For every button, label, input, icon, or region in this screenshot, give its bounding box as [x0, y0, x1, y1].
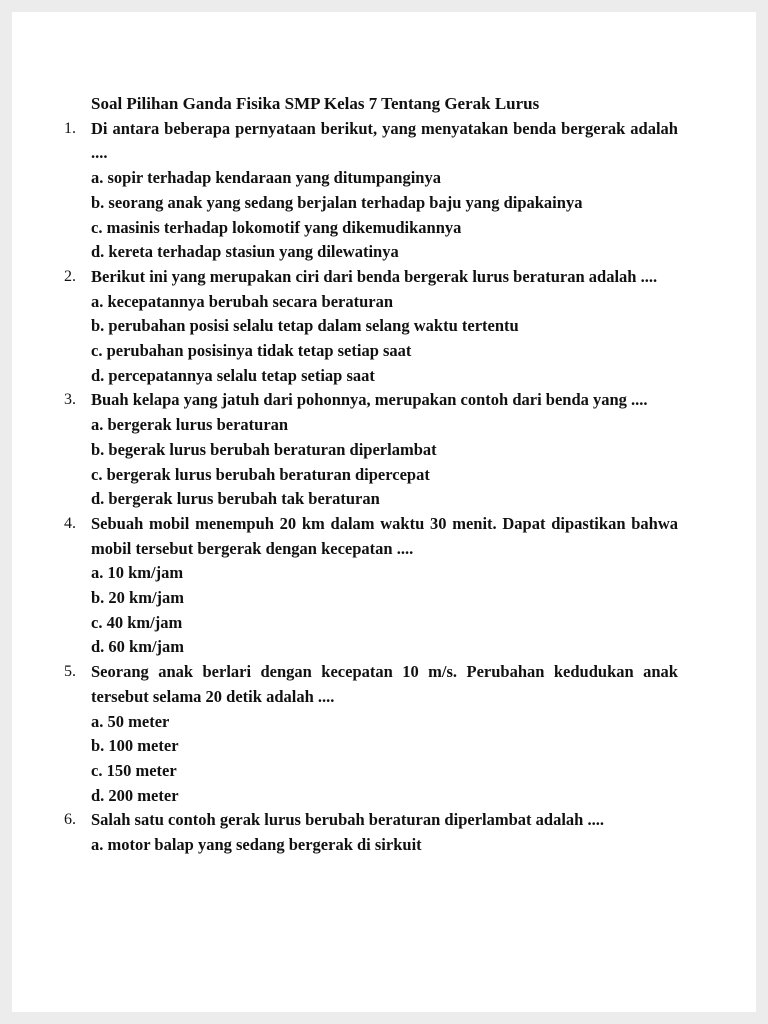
question-body [91, 512, 678, 660]
question-number: 3. [64, 391, 76, 409]
question-number: 1. [64, 119, 76, 137]
answer-option-a: a. motor balap yang sedang bergerak di sirkuit [91, 835, 422, 855]
answer-option-d: d. bergerak lurus berubah tak beraturan [91, 489, 380, 509]
answer-option-c: c. perubahan posisinya tidak tetap setiap saat [91, 341, 412, 361]
answer-option-c: c. 150 meter [91, 760, 177, 780]
question-2 [64, 265, 678, 389]
question-4 [64, 512, 678, 660]
answer-option-a: a. bergerak lurus beraturan [91, 415, 289, 435]
document-page [12, 12, 756, 1012]
answer-option-b: b. 100 meter [91, 736, 179, 756]
question-text: Salah satu contoh gerak lurus berubah beraturan diperlambat adalah .... [91, 810, 604, 830]
answer-option-b: b. perubahan posisi selalu tetap dalam selang waktu tertentu [91, 316, 519, 336]
question-body [91, 808, 678, 857]
question-3 [64, 388, 678, 512]
question-body [91, 117, 678, 265]
question-body [91, 660, 678, 808]
answer-option-a: a. 10 km/jam [91, 563, 184, 583]
question-text: Sebuah mobil menempuh 20 km dalam waktu 30 menit. Dapat dipastikan bahwa mobil tersebut bergerak dengan kecepatan .... [91, 513, 678, 558]
page-title: Soal Pilihan Ganda Fisika SMP Kelas 7 Tentang Gerak Lurus [91, 94, 540, 113]
question-5 [64, 660, 678, 808]
answer-option-b: b. 20 km/jam [91, 588, 185, 608]
answer-option-a: a. 50 meter [91, 711, 170, 731]
answer-option-d: d. 200 meter [91, 785, 179, 805]
question-text: Berikut ini yang merupakan ciri dari benda bergerak lurus beraturan adalah .... [91, 266, 658, 286]
document-content [12, 12, 756, 878]
answer-option-c: c. bergerak lurus berubah beraturan dipercepat [91, 464, 430, 484]
answer-option-d: d. 60 km/jam [91, 637, 185, 657]
answer-option-a: a. sopir terhadap kendaraan yang ditumpanginya [91, 168, 441, 188]
question-number: 6. [64, 811, 76, 829]
answer-option-b: b. begerak lurus berubah beraturan diperlambat [91, 439, 437, 459]
question-number: 4. [64, 514, 76, 532]
answer-option-c: c. masinis terhadap lokomotif yang dikemudikannya [91, 217, 462, 237]
question-text: Di antara beberapa pernyataan berikut, yang menyatakan benda bergerak adalah .... [91, 118, 678, 163]
answer-option-d: d. percepatannya selalu tetap setiap saat [91, 365, 375, 385]
question-text: Seorang anak berlari dengan kecepatan 10 m/s. Perubahan kedudukan anak tersebut selama 20 detik adalah .... [91, 662, 678, 706]
question-6 [64, 808, 678, 857]
answer-option-d: d. kereta terhadap stasiun yang dilewatinya [91, 242, 399, 262]
question-body [91, 265, 678, 389]
question-number: 5. [64, 663, 76, 681]
answer-option-b: b. seorang anak yang sedang berjalan terhadap baju yang dipakainya [91, 192, 583, 212]
question-body [91, 388, 678, 512]
answer-option-a: a. kecepatannya berubah secara beraturan [91, 291, 394, 311]
question-text: Buah kelapa yang jatuh dari pohonnya, merupakan contoh dari benda yang .... [91, 390, 648, 410]
question-number: 2. [64, 267, 76, 285]
answer-option-c: c. 40 km/jam [91, 612, 183, 632]
question-1 [64, 117, 678, 265]
